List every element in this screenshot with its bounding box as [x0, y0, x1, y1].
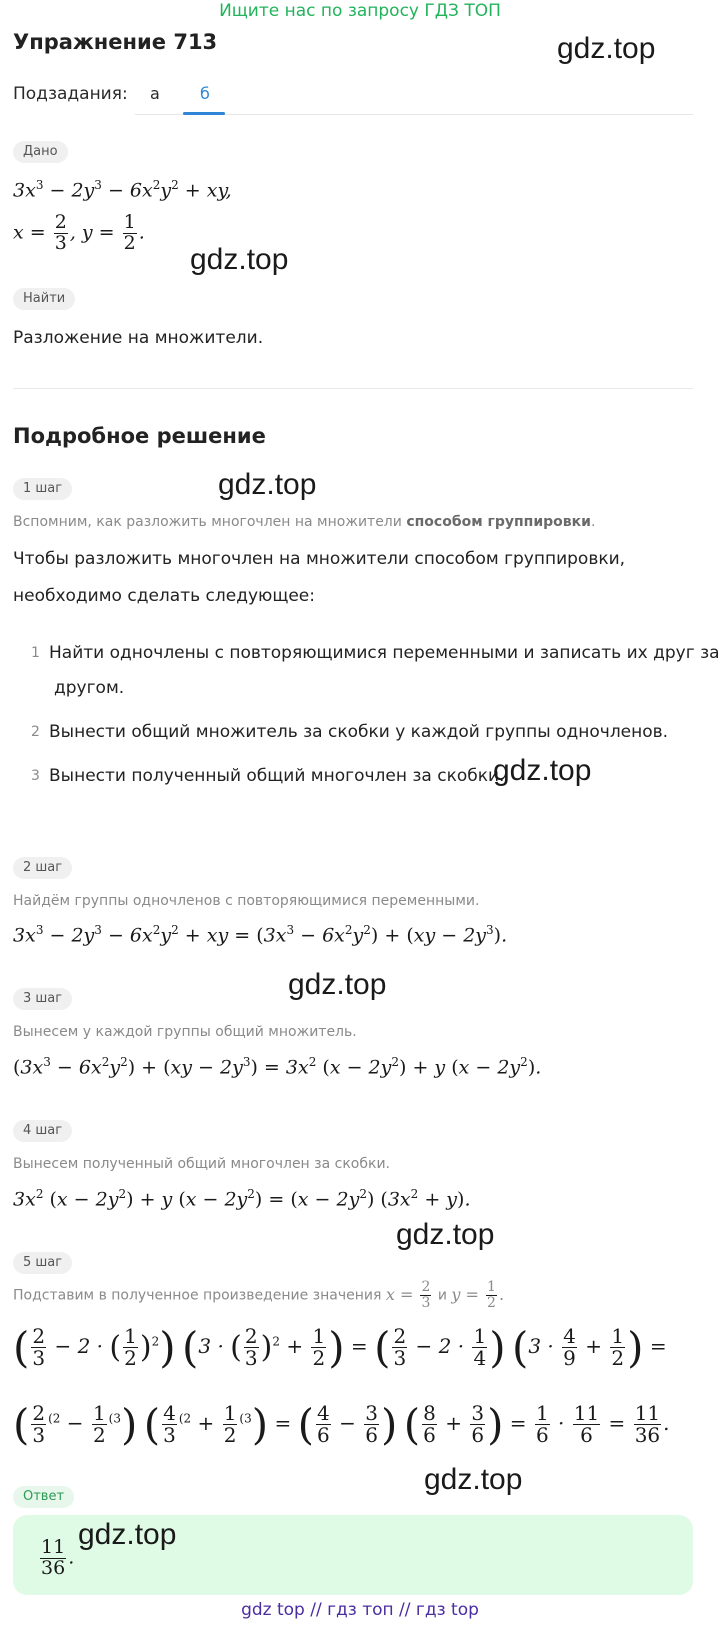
watermark: gdz.top	[396, 1218, 495, 1251]
watermark: gdz.top	[218, 468, 317, 501]
list-item: Вынести общий множитель за скобки у каждой группы одночленов.	[49, 722, 669, 742]
step5-calculation-line2: ( $\frac{2}{3}$ $^{(2}$ − $\frac{1}{2}$ $^{(3}$) ( $\frac{4}{3}$ $^{(2}$ + $\frac{1}{2}$ $^{(3}$) = ( $\frac{4}{6}$ − $\frac{3}{6}$ ) ( $\frac{8}{6}$ + $\frac{3}{6}$ ) = $\frac{1}{6}$ · $\frac{11}{6}$ = $\frac{11}{36}$ .	[13, 1400, 670, 1449]
given-badge: Дано	[13, 141, 68, 163]
watermark: gdz.top	[288, 968, 387, 1001]
step4-hint: Вынесем полученный общий многочлен за скобки.	[13, 1156, 390, 1172]
step3-badge: 3 шаг	[13, 988, 72, 1010]
footer-links[interactable]: gdz top // гдз топ // гдз top	[241, 1600, 479, 1620]
watermark: gdz.top	[424, 1463, 523, 1496]
section-divider	[13, 388, 693, 389]
given-expression: $3x^3 - 2y^3 - 6x^2y^2$ + xy,	[13, 178, 232, 202]
list-item-number: 2	[31, 724, 40, 740]
step5-badge: 5 шаг	[13, 1252, 72, 1274]
list-item: Вынести полученный общий многочлен за скобки.	[49, 766, 505, 786]
step1-badge: 1 шаг	[13, 478, 72, 500]
active-tab-indicator	[183, 112, 225, 115]
list-item: Найти одночлены с повторяющимися переменными и записать их друг за	[49, 643, 720, 663]
page-title: Упражнение 713	[13, 30, 218, 54]
subtasks-label: Подзадания:	[13, 84, 128, 104]
step2-badge: 2 шаг	[13, 857, 72, 879]
step1-hint: Вспомним, как разложить многочлен на множители способом группировки.	[13, 514, 596, 530]
watermark: gdz.top	[190, 243, 289, 276]
step1-paragraph-line2: необходимо сделать следующее:	[13, 586, 315, 606]
given-values: x = $\frac{2}{3}$ , y = $\frac{1}{2}$ .	[13, 211, 145, 254]
step1-paragraph-line1: Чтобы разложить многочлен на множители способом группировки,	[13, 549, 626, 569]
promo-banner: Ищите нас по запросу ГДЗ ТОП	[219, 1, 501, 21]
solution-heading: Подробное решение	[13, 424, 266, 448]
step3-formula: $(3x^3 - 6x^2y^2) + (xy - 2y^3) = 3x^2$ $(x - 2y^2) + y$ $(x - 2y^2)$.	[13, 1055, 542, 1079]
watermark: gdz.top	[493, 754, 592, 787]
watermark: gdz.top	[78, 1518, 177, 1551]
step2-hint: Найдём группы одночленов с повторяющимися переменными.	[13, 893, 480, 909]
step3-hint: Вынесем у каждой группы общий множитель.	[13, 1024, 357, 1040]
find-badge: Найти	[13, 288, 75, 310]
answer-value: $\frac{11}{36}$ .	[41, 1536, 75, 1579]
tab-subtask-a[interactable]: а	[150, 84, 160, 103]
list-item-number: 3	[31, 768, 40, 784]
watermark: gdz.top	[557, 32, 656, 65]
step4-badge: 4 шаг	[13, 1120, 72, 1142]
step2-formula: $3x^3 - 2y^3 - 6x^2y^2$ + xy = $(3x^3 - 6x^2y^2) + (xy - 2y^3)$.	[13, 923, 508, 947]
list-item-continued: другом.	[54, 678, 125, 698]
list-item-number: 1	[31, 645, 40, 661]
step5-calculation-line1: ( $\frac{2}{3}$ − 2 · ( $\frac{1}{2}$ )$^2$) (3 · ( $\frac{2}{3}$ )$^2$ + $\frac{1}{2}$ ) = ( $\frac{2}{3}$ − 2 · $\frac{1}{4}$ ) (3 · $\frac{4}{9}$ + $\frac{1}{2}$ ) =	[13, 1323, 667, 1372]
answer-badge: Ответ	[13, 1486, 74, 1508]
tab-subtask-b[interactable]: б	[200, 84, 210, 103]
step4-formula: $3x^2$ $(x - 2y^2) + y$ $(x - 2y^2) = (x - 2y^2)$ $(3x^2 + y)$.	[13, 1187, 471, 1211]
find-text: Разложение на множители.	[13, 328, 264, 348]
step5-hint: Подставим в полученное произведение значения x = $\frac{2}{3}$ и y = $\frac{1}{2}$ .	[13, 1279, 505, 1311]
